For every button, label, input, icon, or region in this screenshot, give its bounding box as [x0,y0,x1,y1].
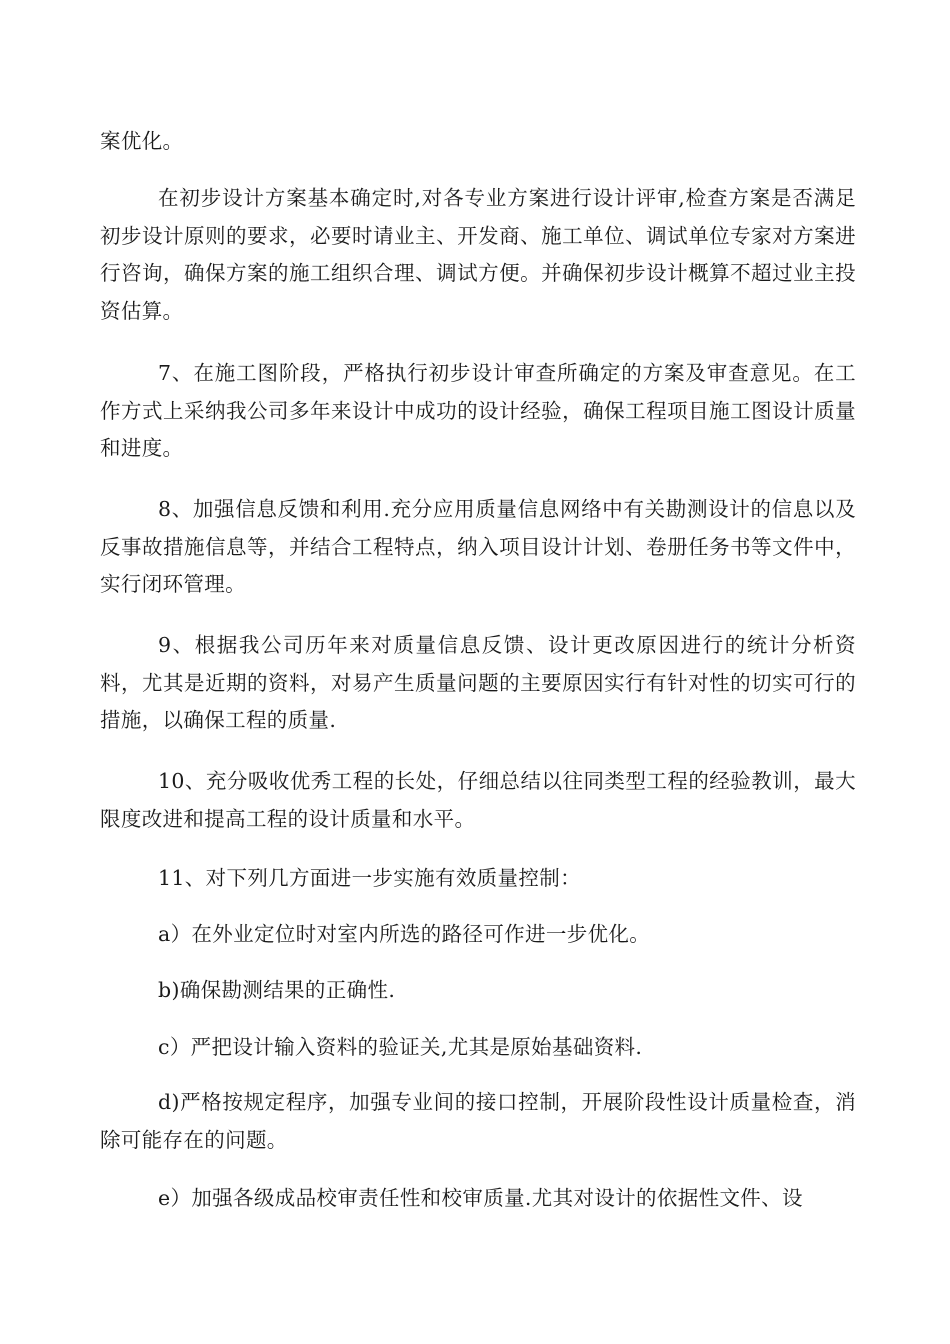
paragraph-item-b: b)确保勘测结果的正确性. [158,978,396,1002]
paragraph-item-c: c）严把设计输入资料的验证关,尤其是原始基础资料. [158,1035,643,1059]
paragraph-item-e: e）加强各级成品校审责任性和校审质量.尤其对设计的依据性文件、设 [158,1186,803,1210]
paragraph-item-a: a）在外业定位时对室内所选的路径可作进一步优化。 [158,922,651,946]
paragraph-item-11: 11、对下列几方面进一步实施有效质量控制： [158,866,581,890]
paragraph-continuation: 案优化。 [100,129,184,153]
paragraph-item-d: d)严格按规定程序，加强专业间的接口控制，开展阶段性设计质量检查，消除可能存在的问题。 [100,1090,856,1152]
paragraph-item-7: 7、在施工图阶段，严格执行初步设计审查所确定的方案及审查意见。在工作方式上采纳我公司多年来设计中成功的设计经验，确保工程项目施工图设计质量和进度。 [100,361,856,461]
paragraph-item-9: 9、根据我公司历年来对质量信息反馈、设计更改原因进行的统计分析资料，尤其是近期的资料，对易产生质量问题的主要原因实行有针对性的切实可行的措施，以确保工程的质量. [100,633,856,733]
paragraph-preliminary-design-review: 在初步设计方案基本确定时,对各专业方案进行设计评审,检查方案是否满足初步设计原则的要求，必要时请业主、开发商、施工单位、调试单位专家对方案进行咨询，确保方案的施工组织合理、调试方便。并确保初步设计概算不超过业主投资估算。 [100,186,856,323]
paragraph-item-8: 8、加强信息反馈和利用.充分应用质量信息网络中有关勘测设计的信息以及反事故措施信息等，并结合工程特点，纳入项目设计计划、卷册任务书等文件中，实行闭环管理。 [100,497,856,597]
paragraph-item-10: 10、充分吸收优秀工程的长处，仔细总结以往同类型工程的经验教训，最大限度改进和提高工程的设计质量和水平。 [100,769,856,831]
